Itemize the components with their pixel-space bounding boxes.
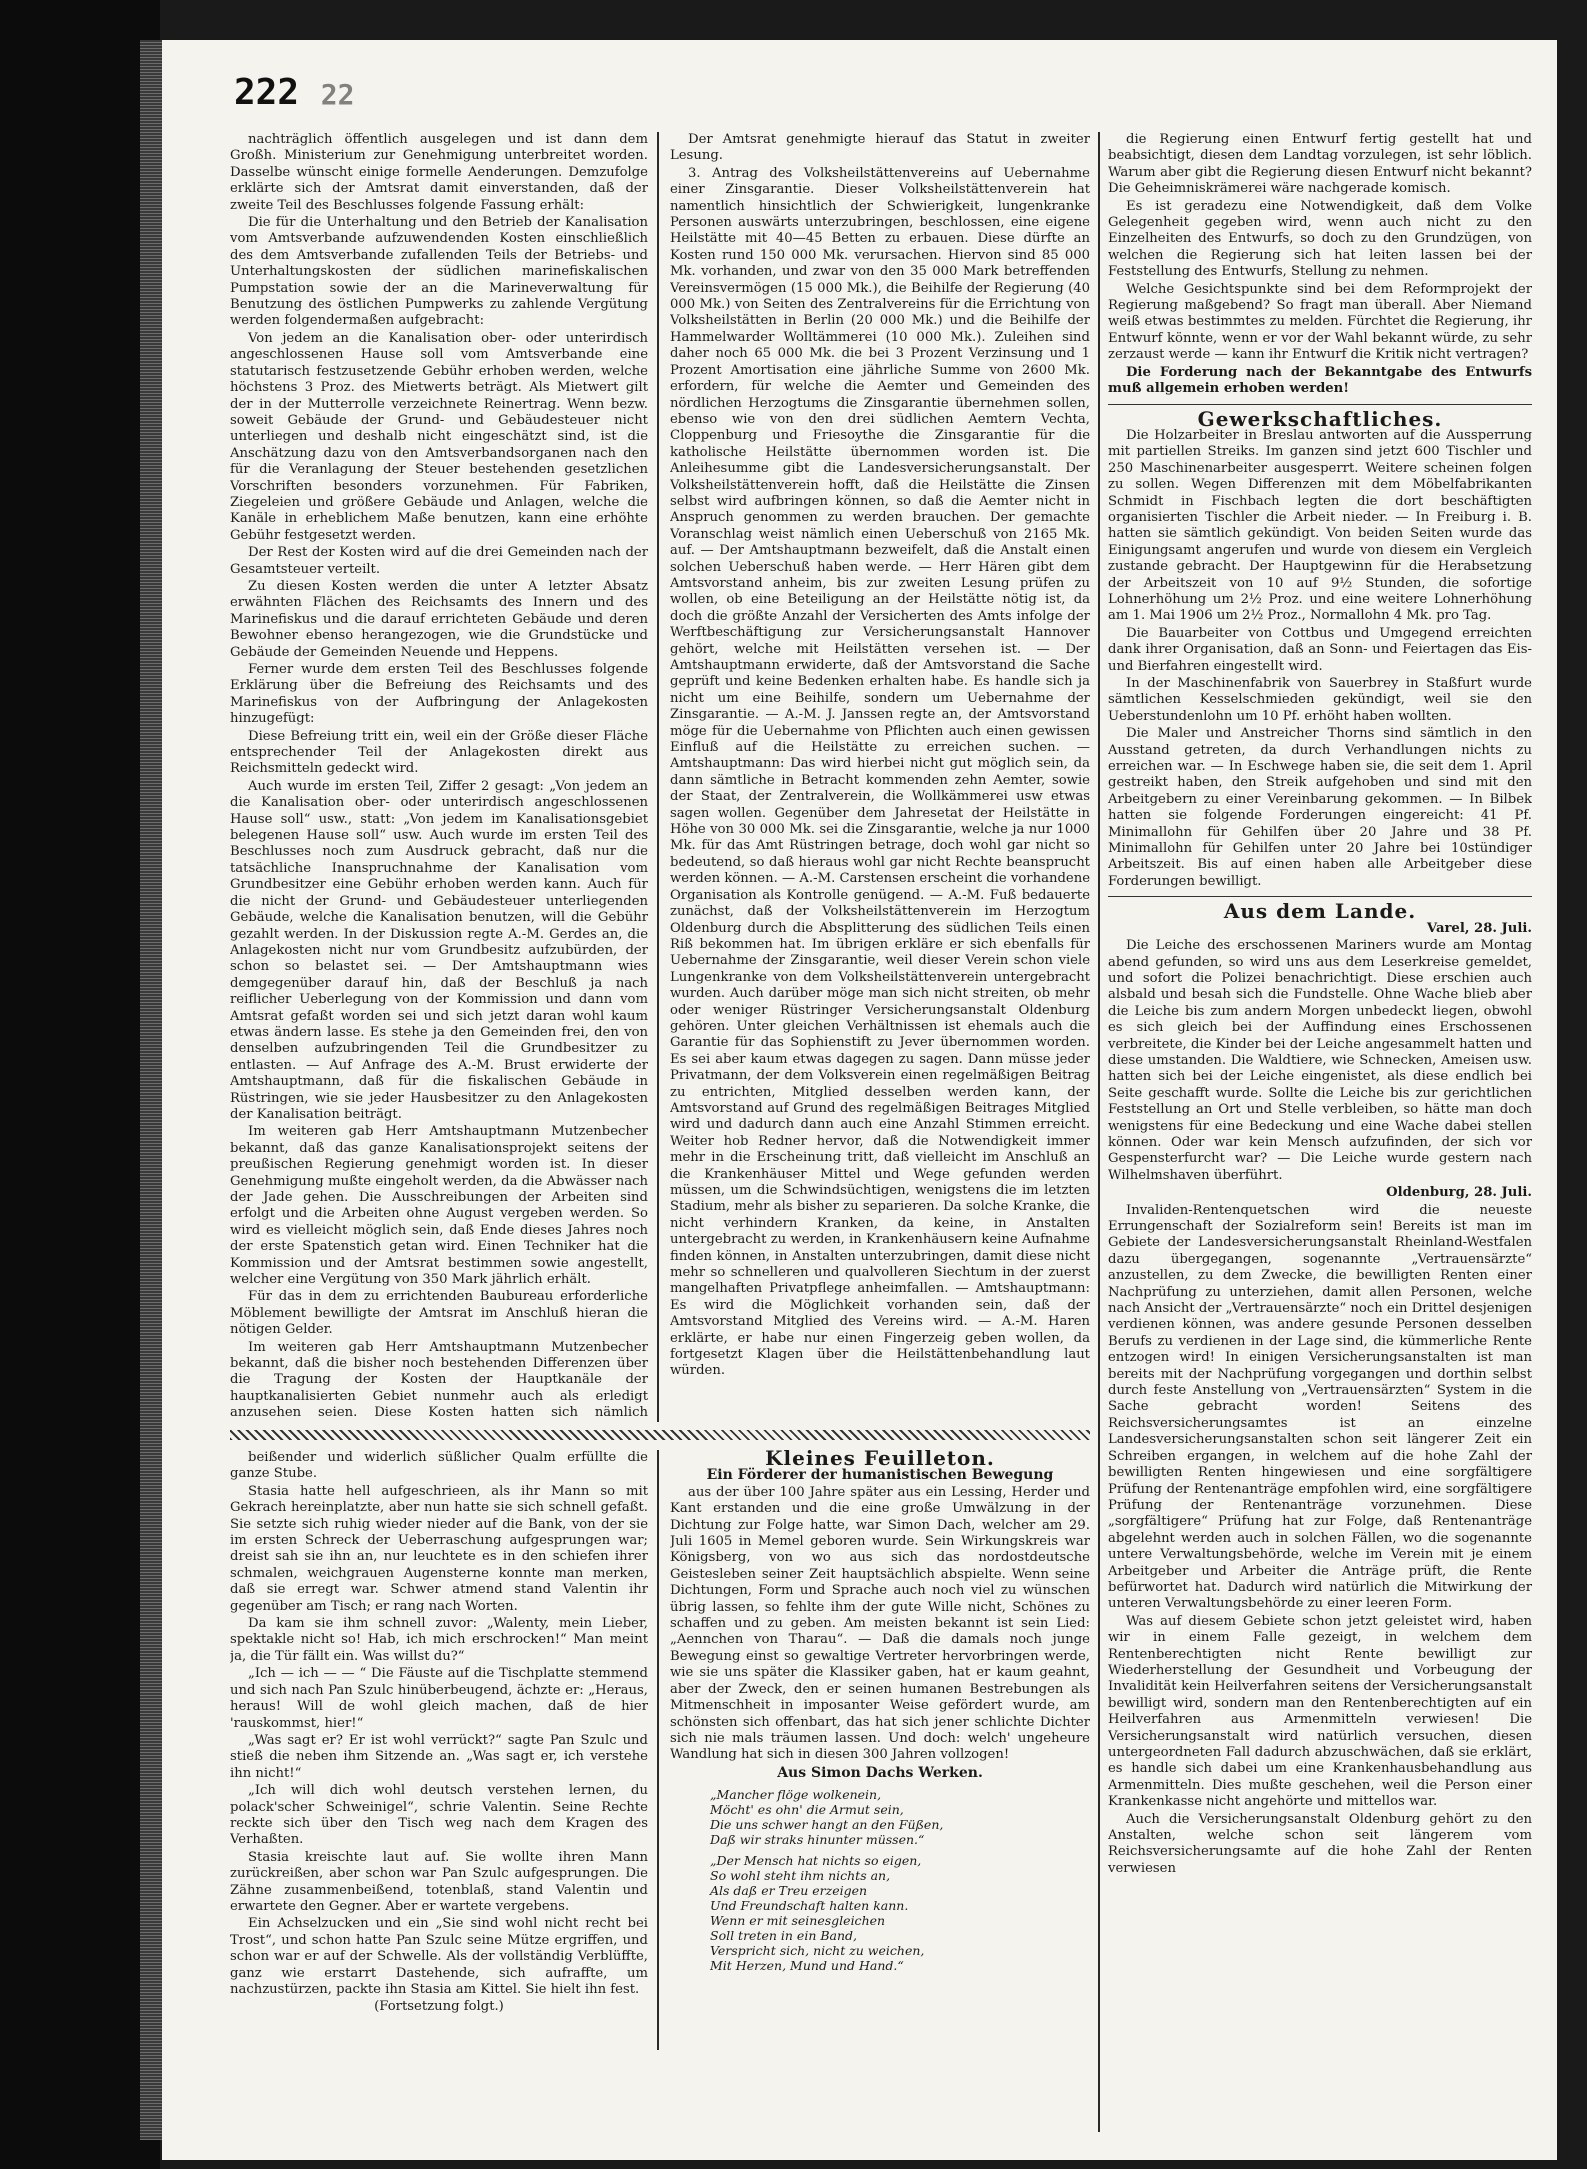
paragraph: Welche Gesichtspunkte sind bei dem Reformprojekt der Regierung maßgebend? So fragt man überall. Aber Niemand weiß etwas bestimmtes zu melden. Fürchtet die Regierung, ihr Entwurf könnte, wenn er vor der Wahl bekannt würde, zu sehr zerzaust werde — kann ihr Entwurf die Kritik nicht vertragen? <box>1108 281 1532 363</box>
poem-line: „Mancher flöge wolkenein, <box>710 1787 882 1803</box>
column-3 <box>1108 132 1532 2132</box>
dateline: Varel, 28. Juli. <box>1426 920 1532 936</box>
paragraph: Der Amtsrat genehmigte hierauf das Statut in zweiter Lesung. <box>670 132 1090 164</box>
poem-line: Mit Herzen, Mund und Hand.“ <box>710 1958 904 1974</box>
poem-line: Soll treten in ein Band, <box>710 1928 858 1944</box>
paragraph: Diese Befreiung tritt ein, weil ein der Größe dieser Fläche entsprechender Teil der Anlagekosten direkt aus Reichsmitteln gedeckt wird. <box>230 728 648 777</box>
poem-line: Als daß er Treu erzeigen <box>710 1883 868 1899</box>
paragraph: Auch die Versicherungsanstalt Oldenburg gehört zu den Anstalten, welche schon seit längerem vom Reichsversicherungsamte auf die hohe Zahl der Renten verwiesen <box>1108 1811 1532 1876</box>
aus-dem-lande-heading: Aus dem Lande. <box>1223 899 1417 924</box>
paragraph: Ferner wurde dem ersten Teil des Beschlusses folgende Erklärung über die Befreiung des Reichsamts und des Marinefiskus von der Aufbringung der Anlagekosten hinzugefügt: <box>230 662 648 727</box>
paragraph: Im weiteren gab Herr Amtshauptmann Mutzenbecher bekannt, daß die bisher noch bestehenden Differenzen über die Tragung der Kosten der Hauptkanäle der hauptkanalisierten Gebiet nunmehr auch als erledigt anzusehen seien. Diese Kosten hatten sich nämlich <box>230 1339 648 1421</box>
column-1 <box>230 132 648 1422</box>
paragraph: Auch wurde im ersten Teil, Ziffer 2 gesagt: „Von jedem an die Kanalisation ober- oder unterirdisch angeschlossenen Hause soll“ usw., statt: „Von jedem im Kanalisationsgebiet belegenen Hause soll“ usw. Auch wurde im ersten Teil des Beschlusses noch zum Ausdruck gebracht, daß nur die tatsächliche Inanspruchnahme der Kanalisation vom Grundbesitzer eine Gebühr erhoben werden kann. Auch für die nicht der Grund- und Gebäudesteuer unterliegenden Gebäude, welche die Kanalisation benutzen, will die Gebühr gezahlt werden. In der Diskussion regte A.-M. Gerdes an, die Anlagekosten nicht nur vom Grundbesitz aufzubürden, der schon so belastet sei. — Der Amtshauptmann wies demgegenüber darauf hin, daß der Beschluß ja nach reiflicher Ueberlegung von der Kommission und dann vom Amtsrat gefaßt worden sei und sich jetzt daran wohl kaum etwas ändern lasse. Es stehe ja den Gemeinden frei, den von denselben aufzubringenden Teil die Grundbesitzer zu entlasten. — Auf Anfrage des A.-M. Brust erwiderte der Amtshauptmann, daß für die fiskalischen Gebäude in Rüstringen, wie sie jeder Hausbesitzer zu den Anlagekosten der Kanalisation beiträgt. <box>230 778 648 1122</box>
poem-line: „Der Mensch hat nichts so eigen, <box>710 1853 922 1869</box>
paragraph: In der Maschinenfabrik von Sauerbrey in Staßfurt wurde sämtlichen Kesselschmieden gekündigt, weil sie den Ueberstundenlohn um 10 Pf. erhöht haben wollten. <box>1108 676 1532 724</box>
paragraph: Im weiteren gab Herr Amtshauptmann Mutzenbecher bekannt, daß das ganze Kanalisationsprojekt seitens der preußischen Regierung genehmigt worden ist. In dieser Genehmigung mußte eingeholt werden, da die Abwässer nach der Jade gehen. Die Ausschreibungen der Arbeiten sind erfolgt und die Arbeiten ohne August vergeben werden. So wird es vielleicht möglich sein, daß Ende dieses Jahres noch der erste Spatenstich getan wird. Einen Techniker hat die Kommission und der Amtsrat bestimmen sowie angestellt, welcher eine Vergütung von 350 Mark jährlich erhält. <box>230 1124 648 1288</box>
paragraph: Zu diesen Kosten werden die unter A letzter Absatz erwähnten Flächen des Reichsamts des Innern und des Marinefiskus und die darauf errichteten Gebäude und deren Bewohner ebenso herangezogen, wie die Grundstücke und Gebäude der Gemeinden Neuende und Heppens. <box>230 578 648 660</box>
column-divider <box>657 1450 659 2050</box>
paragraph: beißender und widerlich süßlicher Qualm erfüllte die ganze Stube. <box>230 1450 648 1482</box>
paragraph: Die Maler und Anstreicher Thorns sind sämtlich in den Ausstand getreten, da durch Verhandlungen nichts zu erreichen war. — In Eschwege haben sie, die seit dem 1. April gestreikt haben, den Streik aufgehoben und sind mit den Arbeitgebern zu einer Vereinbarung gekommen. — In Bilbek hatten sie folgende Forderungen eingereicht: 41 Pf. Minimallohn für Gehilfen über 20 Jahre und 38 Pf. Minimallohn für Gehilfen unter 20 Jahre bei 10stündiger Arbeitszeit. Bis auf einen haben alle Arbeitgeber diese Forderungen bewilligt. <box>1108 726 1532 889</box>
paragraph: Die für die Unterhaltung und den Betrieb der Kanalisation vom Amtsverbande aufzuwendenden Kosten einschließlich des dem Amtsverbande zufallenden Teils der Betriebs- und Unterhaltungskosten der südlichen marinefiskalischen Pumpstation sowie der an die Marineverwaltung für Benutzung des östlichen Pumpwerks zu zahlende Vergütung werden folgendermaßen aufgebracht: <box>230 215 648 329</box>
paragraph: die Regierung einen Entwurf fertig gestellt hat und beabsichtigt, diesen dem Landtag vorzulegen, ist sehr löblich. Warum aber gibt die Regierung diesen Entwurf nicht bekannt? Die Geheimniskrämerei wäre nachgerade komisch. <box>1108 132 1532 197</box>
poem-line: Möcht' es ohn' die Armut sein, <box>710 1802 904 1818</box>
paragraph: Was auf diesem Gebiete schon jetzt geleistet wird, haben wir in einem Falle gezeigt, in welchem dem Rentenberechtigten nicht Rente bewilligt zur Wiederherstellung der Gesundheit und Vorbeugung der Invalidität kein Heilverfahren seitens der Versicherungsanstalt bewilligt wird, sondern man den Rentenberechtigten auf ein Heilverfahren aus Armenmitteln verwiesen! Die Versicherungsanstalt wird natürlich versuchen, diesen untergeordneten Fall dadurch abzuschwächen, daß sie erklärt, es handle sich dabei um eine Krankenhausbehandlung aus Armenmitteln. Dies mußte geschehen, weil die Person einer Krankenkasse nicht angehörte und mittellos war. <box>1108 1613 1532 1810</box>
poem-line: Und Freundschaft halten kann. <box>710 1898 909 1914</box>
paragraph: Stasia kreischte laut auf. Sie wollte ihren Mann zurückreißen, aber schon war Pan Szulc aufgesprungen. Die Zähne zusammenbeißend, totenblaß, stand Valentin und erwartete den Gegner. Aber er wartete vergebens. <box>230 1849 648 1914</box>
poem-line: So wohl steht ihm nichts an, <box>710 1868 891 1884</box>
page-number-echo: 22 <box>320 78 355 111</box>
paragraph: Von jedem an die Kanalisation ober- oder unterirdisch angeschlossenen Hause soll vom Amtsverbande eine statutarisch festzusetzende Gebühr erhoben werden, welche höchstens 3 Proz. des Mietwerts beträgt. Als Mietwert gilt der in der Mutterrolle verzeichnete Reinertrag. Wenn bezw. soweit Gebäude der Grund- und Gebäudesteuer nicht unterliegen und deshalb nicht eingeschätzt sind, ist die Anschätzung dazu von den Amtsverbandsorganen nach den für die Veranlagung der Steuer bestehenden gesetzlichen Vorschriften besonders vorzunehmen. Für Fabriken, Ziegeleien und größere Gebäude und Anlagen, welche die Kanäle in erheblichem Maße benutzen, kann eine erhöhte Gebühr festgesetzt werden. <box>230 330 648 543</box>
column-5-feuilleton <box>670 1450 1090 2050</box>
paragraph: nachträglich öffentlich ausgelegen und ist dann dem Großh. Ministerium zur Genehmigung unterbreitet worden. Dasselbe wünscht einige formelle Aenderungen. Demzufolge erklärte sich der Amtsrat damit einverstanden, daß der zweite Teil des Beschlusses folgende Fassung erhält: <box>230 132 648 213</box>
poem-line: Wenn er mit seinesgleichen <box>710 1913 886 1929</box>
dateline: Oldenburg, 28. Juli. <box>1386 1185 1532 1201</box>
paragraph: „Ich will dich wohl deutsch verstehen lernen, du polack'scher Schweinigel“, schrie Valentin. Seine Rechte reckte sich über den Tisch weg nach dem Kragen des Verhaßten. <box>230 1783 648 1848</box>
poem-stanza <box>710 1787 1090 1847</box>
page-number-text: 222 <box>234 72 300 113</box>
paragraph: Die Bauarbeiter von Cottbus und Umgegend erreichten dank ihrer Organisation, daß an Sonn- und Feiertagen das Eis- und Bierfahren eingestellt wird. <box>1108 625 1532 674</box>
newspaper-page <box>162 40 1557 2160</box>
poem-line: Verspricht sich, nicht zu weichen, <box>710 1943 925 1959</box>
page-number <box>234 72 354 113</box>
paragraph: Es ist geradezu eine Notwendigkeit, daß dem Volke Gelegenheit gegeben wird, wenn auch nicht zu den Einzelheiten des Entwurfs, so doch zu den Grundzügen, von welchen die Regierung sich hat leiten lassen bei der Feststellung des Entwurfs, Stellung zu nehmen. <box>1108 198 1532 280</box>
book-binding <box>0 0 160 2169</box>
paragraph: aus der über 100 Jahre später aus ein Lessing, Herder und Kant erstanden und die eine große Umwälzung in der Dichtung zur Folge hatte, war Simon Dach, welcher am 29. Juli 1605 in Memel geboren wurde. Sein Wirkungskreis war Königsberg, von wo aus sich das nordostdeutsche Geistesleben seiner Zeit hauptsächlich abspielte. Wenn seine Dichtungen, Form und Sprache auch noch viel zu wünschen übrig lassen, so fehlte ihm der gute Wille nicht, Schönes zu schaffen und zu geben. Am meisten bekannt ist sein Lied: „Aennchen von Tharau“. — Daß die damals noch junge Bewegung einst so gewaltige Vertreter hervorbringen werde, wie sie uns später die Klassiker gaben, hat er kaum geahnt, aber der Zweck, den er seinen humanen Bestrebungen als Mitmenschheit in imposanter Weise gefördert wurde, am schönsten sich offenbart, das hat sich jener schlichte Dichter sich nie mals träumen lassen. Und doch: welch' ungeheure Wandlung hat sich in diesen 300 Jahren vollzogen! <box>670 1484 1090 1763</box>
section-rule <box>1108 896 1532 897</box>
paragraph: Stasia hatte hell aufgeschrieen, als ihr Mann so mit Gekrach hereinplatzte, aber nun hatte sie sich schnell gefaßt. Sie setzte sich ruhig wieder nieder auf die Bank, von der sie im ersten Schreck der Ueberraschung aufgesprungen war; dreist sah sie ihn an, nur leuchtete es in den schiefen ihrer schmalen, weichgrauen Augensterne konnte man merken, daß sie erregt war. Schwer atmend stand Valentin ihr gegenüber am Tisch; er rang nach Worten. <box>230 1483 648 1614</box>
section-rule <box>1108 404 1532 405</box>
paragraph: Da kam sie ihm schnell zuvor: „Walenty, mein Lieber, spektakle nicht so! Hab, ich mich erschrocken!“ Man meint ja, die Tür fällt ein. Was willst du?“ <box>230 1616 648 1664</box>
poem-line: Daß wir straks hinunter müssen.“ <box>710 1832 925 1848</box>
werke-heading: Aus Simon Dachs Werken. <box>777 1764 983 1781</box>
paragraph: Die Leiche des erschossenen Mariners wurde am Montag abend gefunden, so wird uns aus dem Leserkreise gemeldet, und sofort die Polizei benachrichtigt. Diese erschien auch alsbald und besah sich die Fundstelle. Ohne Wache blieb aber die Leiche bis zum andern Morgen unbedeckt liegen, obwohl es sich gleich bei der Auffindung eines Erschossenen verbreitete, die Kinder bei der Leiche angesammelt hatten und diese umstanden. Die Waldtiere, wie Schnecken, Ameisen usw. hatten sich bei der Leiche eingenistet, als diese endlich bei Seite geschafft wurde. Sollte die Leiche bis zur gerichtlichen Feststellung an Ort und Stelle verbleiben, so hätte man doch wenigstens für eine Bedeckung und eine Wache dabei stellen können. Oder war kein Mensch aufzufinden, der sich vor Gespensterfurcht war? — Die Leiche wurde gestern nach Wilhelmshaven überführt. <box>1108 938 1532 1183</box>
paragraph: Invaliden-Rentenquetschen wird die neueste Errungenschaft der Sozialreform sein! Bereits ist man im Gebiete der Landesversicherungsanstalt Rheinland-Westfalen dazu übergegangen, sogenannte „Vertrauensärzte“ anzustellen, zu dem Zwecke, die bewilligten Renten einer Nachprüfung zu unterziehen, damit allen Personen, welche nach Ansicht der „Vertrauensärzte“ noch ein Drittel desjenigen verdienen können, was andere gesunde Personen desselben Berufs zu verdienen in der Lage sind, die kümmerliche Rente entzogen wird! In einigen Versicherungsanstalten ist man bereits mit der Nachprüfung vorgegangen und dorthin selbst durch feste Anstellung von „Vertrauensärzten“ System in die Sache gebracht worden! Seitens des Reichsversicherungsamtes ist an einzelne Landesversicherungsanstalten schon seit längerer Zeit ein Schreiben ergangen, in welchem auf die hohe Zahl der bewilligten Renten hingewiesen und eine sorgfältigere Prüfung der Rentenanträge empfohlen wird, eine sorgfältigere Prüfung der Rentenanträge vorzunehmen. Diese „sorgfältigere“ Prüfung hat zur Folge, daß Rentenanträge abgelehnt werden auch in solchen Fällen, wo die sogenannte untere Verwaltungsbehörde, welche im Verein mit je einem Arbeitgeber und Arbeiter die Anträge prüft, die Rente befürwortet hat. Dadurch wird natürlich die Mitwirkung der unteren Verwaltungsbehörde zu einer leeren Form. <box>1108 1202 1532 1612</box>
poem-stanza <box>710 1853 1090 1973</box>
column-divider <box>657 132 659 1422</box>
feuilleton-subhead: Ein Förderer der humanistischen Bewegung <box>706 1467 1054 1484</box>
paragraph: Für das in dem zu errichtenden Baubureau erforderliche Möblement bewilligte der Amtsrat im Anschluß hieran die nötigen Gelder. <box>230 1289 648 1338</box>
continuation-note: (Fortsetzung folgt.) <box>374 1999 504 2015</box>
paragraph: 3. Antrag des Volksheilstättenvereins auf Uebernahme einer Zinsgarantie. Dieser Volksheilstättenverein hat namentlich hinsichtlich der Schwierigkeit, lungenkranke Personen auswärts unterzubringen, beschlossen, eine eigene Heilstätte mit 40—45 Betten zu erbauen. Diese dürfte an Kosten rund 150 000 Mk. verursachen. Hiervon sind 85 000 Mk. vorhanden, und zwar von den 35 000 Mark betreffenden Vereinsvermögen (15 000 Mk.), die Beihilfe der Regierung (40 000 Mk.) von Seiten des Zentralvereins für die Errichtung von Volksheilstätten in Berlin (20 000 Mk.) und die Beihilfe der Hammelwarder Wolltämmerei (10 000 Mk.). Zuleihen sind daher noch 65 000 Mk. die bei 3 Prozent Verzinsung und 1 Prozent Amortisation eine jährliche Summe von 2600 Mk. erfordern, für welche die Aemter und Gemeinden des nördlichen Herzogtums die Zinsgarantie übernehmen sollen, ebenso wie von den drei südlichen Aemtern Vechta, Cloppenburg und Friesoythe die Zinsgarantie für die katholische Heilstätte übernommen worden ist. Die Anleihesumme gibt die Landesversicherungsanstalt. Der Volksheilstättenverein hofft, daß die Heilstätte die Zinsen selbst wird aufbringen können, so daß die Aemter nicht in Anspruch genommen zu werden brauchen. Der gemachte Voranschlag weist nämlich einen Ueberschuß von 2165 Mk. auf. — Der Amtshauptmann bezweifelt, daß die Anstalt einen solchen Ueberschuß haben werde. — Herr Hären gibt dem Amtsvorstand anheim, bis zur zweiten Lesung prüfen zu wollen, ob eine Beteiligung an der Heilstätte nötig ist, da doch die größte Anzahl der Versicherten des Amts infolge der Werftbeschäftigung zur Versicherungsanstalt Hannover gehört, welche mit Heilstätten versehen ist. — Der Amtshauptmann erwiderte, daß der Amtsvorstand die Sache geprüft und keine Bedenken erhalten habe. Es handle sich ja nicht um eine Beihilfe, sondern um Uebernahme der Zinsgarantie. — A.-M. J. Janssen regte an, der Amtsvorstand möge für die Uebernahme von Pflichten auch einen gewissen Einfluß auf die Heilstätte zu erreichen suchen. — Amtshauptmann: Das wird hierbei nicht gut möglich sein, da dann sämtliche in Betracht kommenden zehn Aemter, sowie der Staat, der Zentralverein, die Wollkämmerei usw etwas sagen wollen. Gegenüber dem Jahresetat der Heilstätte in Höhe von 30 000 Mk. sei die Zinsgarantie, welche ja nur 1000 Mk. für das Amt Rüstringen betrage, doch wohl gar nicht so bedeutend, so daß hieraus wohl gar nicht Rechte beansprucht werden können. — A.-M. Carstensen erscheint die vorhandene Organisation als Kontrolle genügend. — A.-M. Fuß bedauerte zunächst, daß der Volksheilstättenverein im Herzogtum Oldenburg durch die Absplitterung des südlichen Teils einen Riß bekommen hat. Im übrigen erkläre er sich ebenfalls für Uebernahme der Zinsgarantie, weil dieser Verein schon viele Lungenkranke von dem Volksheilstättenverein untergebracht wurden. Auch darüber möge man sich nicht streiten, ob mehr oder weniger Rüstringer Versicherungsanstalt Oldenburg gehören. Unter gleichen Verhältnissen ist ehemals auch die Garantie für das Sophienstift zu Jever übernommen worden. Es sei aber kaum etwas dagegen zu sagen. Dann müsse jeder Privatmann, der dem Volksverein einen regelmäßigen Beitrag zu entrichten, Mitglied desselben werden kann, der Amtsvorstand auf Grund des regelmäßigen Beitrages Mitglied wird und dadurch dann auch eine Anzahl Stimmen erreicht. Weiter hob Redner hervor, daß die Notwendigkeit immer mehr in die Erscheinung tritt, daß vielleicht im Anschluß an die Krankenhäuser Mittel und Wege gefunden werden müssen, um die Schwindsüchtigen, wenigstens die im letzten Stadium, mehr als bisher zu separieren. Da solche Kranke, die nicht verhindern Kranken, da keine, in Anstalten untergebracht zu werden, in Krankenhäusern keine Aufnahme finden können, in Anstalten unterzubringen, damit diese nicht mehr so schnelleren und qualvolleren Siechtum in der zuerst mangelhaften Privatpflege anheimfallen. — Amtshauptmann: Es wird die Möglichkeit vorhanden sein, daß der Amtsvorstand Mitglied des Vereins wird. — A.-M. Haren erklärte, er habe nur einen Fingerzeig geben wollen, da fortgesetzt Klagen über die Heilstättenbehandlung laut würden. <box>670 165 1090 1377</box>
paragraph: Ein Achselzucken und ein „Sie sind wohl nicht recht bei Trost“, und schon hatte Pan Szulc seine Mütze ergriffen, und schon war er auf der Schwelle. Als der vollständig Verblüffte, ganz wie erstarrt Dastehende, sich aufraffte, um nachzustürzen, packte ihn Stasia am Kittel. Sie hielt ihn fest. <box>230 1916 648 1997</box>
feuilleton-divider <box>230 1430 1090 1440</box>
column-4-serial <box>230 1450 648 2050</box>
poem-line: Die uns schwer hangt an den Füßen, <box>710 1817 944 1833</box>
paragraph: Die Holzarbeiter in Breslau antworten auf die Aussperrung mit partiellen Streiks. Im ganzen sind jetzt 600 Tischler und 250 Maschinenarbeiter ausgesperrt. Weitere scheinen folgen zu sollen. Wegen Differenzen mit dem Möbelfabrikanten Schmidt in Fischbach legten die dort beschäftigten organisierten Tischler die Arbeit nieder. — In Freiburg i. B. hatten sie sämtlich gekündigt. Von beiden Seiten wurde das Einigungsamt angerufen und wurde von diesem ein Vergleich zustande gebracht. Der Hauptgewinn für die Herabsetzung der Arbeitszeit von 10 auf 9½ Stunden, die sofortige Lohnerhöhung um 2½ Proz. und eine weitere Lohnerhöhung am 1. Mai 1906 um 2½ Proz., Normallohn 4 Mk. pro Tag. <box>1108 427 1532 624</box>
column-divider <box>1098 132 1100 2132</box>
gewerkschaftliches-heading: Gewerkschaftliches. <box>1197 406 1443 431</box>
paragraph: Der Rest der Kosten wird auf die drei Gemeinden nach der Gesamtsteuer verteilt. <box>230 545 648 577</box>
feuilleton-heading: Kleines Feuilleton. <box>765 1450 995 1470</box>
paragraph: Die Forderung nach der Bekanntgabe des Entwurfs muß allgemein erhoben werden! <box>1108 364 1532 397</box>
paragraph: „Was sagt er? Er ist wohl verrückt?“ sagte Pan Szulc und stieß die neben ihm Sitzende an. „Was sagt er, ich verstehe ihn nicht!“ <box>230 1732 648 1781</box>
paragraph: „Ich — ich — — “ Die Fäuste auf die Tischplatte stemmend und sich nach Pan Szulc hinüberbeugend, ächzte er: „Heraus, heraus! Will de wohl gleich machen, daß de hier 'rauskommst, hier!“ <box>230 1666 648 1731</box>
column-2 <box>670 132 1090 1377</box>
